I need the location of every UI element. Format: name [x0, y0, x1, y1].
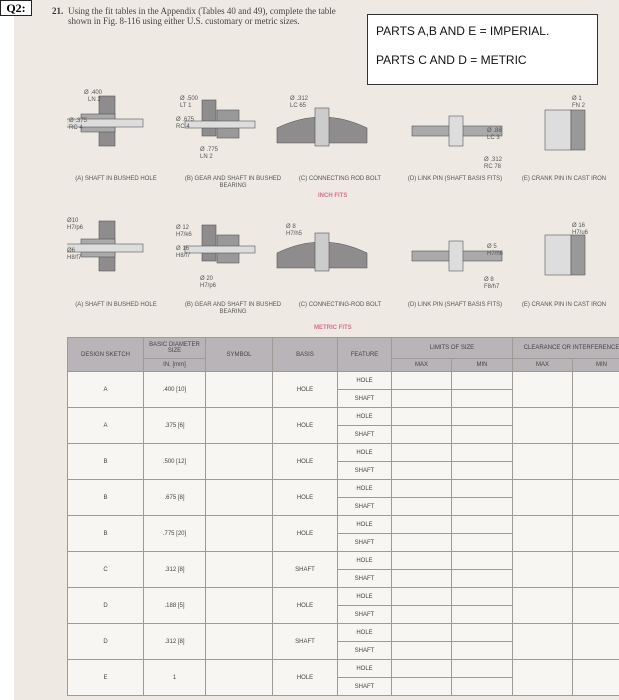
basis-cell: HOLE [273, 480, 338, 516]
limits-max-cell[interactable] [392, 552, 452, 570]
limits-min-cell[interactable] [452, 624, 513, 642]
inch-b-dim5: Ø .775 [200, 147, 219, 153]
limits-max-cell[interactable] [392, 570, 452, 588]
header-clearance-min: MIN [573, 359, 619, 372]
metric-e-dim2: H7/u6 [572, 230, 589, 236]
metric-fits-label: METRIC FITS [314, 325, 352, 331]
clearance-max-cell[interactable] [513, 372, 573, 408]
clearance-min-cell[interactable] [573, 372, 619, 408]
limits-min-cell[interactable] [452, 462, 513, 480]
table-row [68, 660, 619, 678]
metric-a-dim4: H8/f7 [67, 255, 82, 261]
annotation-box [367, 14, 598, 85]
basis-cell: HOLE [273, 444, 338, 480]
clearance-min-cell[interactable] [573, 624, 619, 660]
header-limits: LIMITS OF SIZE [392, 338, 513, 359]
clearance-min-cell[interactable] [573, 552, 619, 588]
metric-d-dim1: Ø 5 [487, 244, 497, 250]
inch-fits-drawings [67, 88, 607, 183]
inch-d-dim3: Ø .312 [484, 157, 503, 163]
limits-max-cell[interactable] [392, 462, 452, 480]
basic-size-cell: .375 [6] [144, 408, 206, 444]
clearance-max-cell[interactable] [513, 444, 573, 480]
limits-max-cell[interactable] [392, 426, 452, 444]
limits-max-cell[interactable] [392, 678, 452, 696]
limits-max-cell[interactable] [392, 588, 452, 606]
metric-caption-b: (B) GEAR AND SHAFT IN BUSHED BEARING [184, 302, 282, 315]
clearance-max-cell[interactable] [513, 480, 573, 516]
clearance-min-cell[interactable] [573, 444, 619, 480]
limits-min-cell[interactable] [452, 516, 513, 534]
feature-cell: HOLE [338, 624, 392, 642]
table-row [68, 480, 619, 498]
symbol-cell[interactable] [206, 480, 273, 516]
table-row [68, 372, 619, 390]
design-sketch-cell: B [68, 516, 144, 552]
metric-b-dim4: H8/f7 [176, 253, 191, 259]
symbol-cell[interactable] [206, 660, 273, 696]
clearance-min-cell[interactable] [573, 588, 619, 624]
inch-fits-label: INCH FITS [318, 193, 348, 199]
symbol-cell[interactable] [206, 444, 273, 480]
limits-min-cell[interactable] [452, 480, 513, 498]
symbol-cell[interactable] [206, 552, 273, 588]
limits-max-cell[interactable] [392, 480, 452, 498]
problem-number: 21. [52, 6, 64, 16]
header-units: IN. [mm] [144, 359, 206, 372]
metric-c-dim1: Ø 8 [286, 224, 296, 230]
feature-cell: SHAFT [338, 534, 392, 552]
design-sketch-cell: D [68, 588, 144, 624]
header-design-sketch: DESIGN SKETCH [68, 338, 144, 372]
clearance-min-cell[interactable] [573, 516, 619, 552]
header-limits-min: MIN [452, 359, 513, 372]
problem-text: Using the fit tables in the Appendix (Tables 40 and 49), complete the table shown in Fig. 8-116 using either U.S. customary or metric sizes. [68, 6, 336, 26]
note-line-2: PARTS C AND D = METRIC [376, 53, 527, 67]
inch-b-dim6: LN 2 [200, 154, 213, 160]
clearance-min-cell[interactable] [573, 660, 619, 696]
basis-cell: HOLE [273, 372, 338, 408]
limits-min-cell[interactable] [452, 606, 513, 624]
metric-caption-a: (A) SHAFT IN BUSHED HOLE [75, 302, 157, 308]
inch-e-dim1: Ø 1 [572, 96, 582, 102]
limits-max-cell[interactable] [392, 624, 452, 642]
basis-cell: HOLE [273, 516, 338, 552]
symbol-cell[interactable] [206, 624, 273, 660]
limits-min-cell[interactable] [452, 372, 513, 390]
fits-table [67, 337, 619, 696]
inch-a-dim4: RC 4 [69, 125, 83, 131]
feature-cell: HOLE [338, 552, 392, 570]
inch-caption-e: (E) CRANK PIN IN CAST IRON [521, 176, 607, 182]
header-clearance: CLEARANCE OR INTERFERENCE [513, 338, 619, 359]
metric-caption-c: (C) CONNECTING-ROD BOLT [298, 302, 382, 308]
symbol-cell[interactable] [206, 588, 273, 624]
inch-e-crank [545, 110, 571, 150]
basic-size-cell: .675 [8] [144, 480, 206, 516]
basic-size-cell: .500 [12] [144, 444, 206, 480]
metric-b-dim1: Ø 12 [176, 225, 190, 231]
inch-caption-b: (B) GEAR AND SHAFT IN BUSHED BEARING [184, 176, 282, 189]
basis-cell: HOLE [273, 660, 338, 696]
clearance-max-cell[interactable] [513, 588, 573, 624]
limits-max-cell[interactable] [392, 534, 452, 552]
design-sketch-cell: B [68, 480, 144, 516]
inch-d-dim4: RC 78 [484, 164, 502, 170]
metric-d-dim2: H7/h6 [487, 251, 504, 257]
limits-max-cell[interactable] [392, 516, 452, 534]
limits-min-cell[interactable] [452, 678, 513, 696]
metric-d-dim3: Ø 8 [484, 277, 494, 283]
feature-cell: HOLE [338, 588, 392, 606]
feature-cell: SHAFT [338, 606, 392, 624]
metric-caption-e: (E) CRANK PIN IN CAST IRON [521, 302, 607, 308]
limits-max-cell[interactable] [392, 642, 452, 660]
header-limits-max: MAX [392, 359, 452, 372]
metric-a-dim2: H7/p6 [67, 225, 84, 231]
inch-b-gear [202, 100, 216, 136]
limits-min-cell[interactable] [452, 390, 513, 408]
basis-cell: SHAFT [273, 552, 338, 588]
limits-min-cell[interactable] [452, 534, 513, 552]
feature-cell: HOLE [338, 516, 392, 534]
feature-cell: SHAFT [338, 570, 392, 588]
limits-max-cell[interactable] [392, 660, 452, 678]
inch-a-dim3: Ø .375 [69, 118, 88, 124]
feature-cell: SHAFT [338, 498, 392, 516]
limits-min-cell[interactable] [452, 642, 513, 660]
limits-max-cell[interactable] [392, 498, 452, 516]
metric-b-gear [202, 225, 216, 261]
table-row [68, 552, 619, 570]
metric-a-dim1: Ø10 [67, 218, 79, 224]
metric-a-dim3: Ø6 [67, 248, 76, 254]
header-basic-size: BASIC DIAMETER SIZE [144, 338, 206, 359]
metric-fits-drawings [67, 215, 607, 305]
design-sketch-cell: B [68, 444, 144, 480]
inch-caption-a: (A) SHAFT IN BUSHED HOLE [75, 176, 157, 182]
limits-min-cell[interactable] [452, 588, 513, 606]
feature-cell: SHAFT [338, 642, 392, 660]
symbol-cell[interactable] [206, 408, 273, 444]
basis-cell: HOLE [273, 588, 338, 624]
inch-caption-d: (D) LINK PIN (SHAFT BASIS FITS) [407, 176, 503, 182]
limits-max-cell[interactable] [392, 444, 452, 462]
inch-b-dim2: LT 1 [180, 103, 192, 109]
note-line-1: PARTS A,B AND E = IMPERIAL. [376, 24, 550, 38]
clearance-max-cell[interactable] [513, 552, 573, 588]
limits-min-cell[interactable] [452, 426, 513, 444]
metric-b-dim2: H7/k6 [176, 232, 192, 238]
clearance-min-cell[interactable] [573, 408, 619, 444]
limits-max-cell[interactable] [392, 390, 452, 408]
feature-cell: HOLE [338, 480, 392, 498]
metric-caption-d: (D) LINK PIN (SHAFT BASIS FITS) [407, 302, 503, 308]
design-sketch-cell: A [68, 408, 144, 444]
feature-cell: HOLE [338, 660, 392, 678]
feature-cell: HOLE [338, 372, 392, 390]
basic-size-cell: .400 [10] [144, 372, 206, 408]
inch-c-dim1: Ø .312 [290, 96, 309, 102]
limits-min-cell[interactable] [452, 408, 513, 426]
metric-d-dim4: F8/h7 [484, 284, 500, 290]
inch-c-dim2: LC 65 [290, 103, 307, 109]
limits-max-cell[interactable] [392, 408, 452, 426]
metric-b-dim6: H7/p6 [200, 283, 217, 289]
inch-d-dim2: LC 3 [487, 135, 500, 141]
header-basis: BASIS [273, 338, 338, 372]
design-sketch-cell: A [68, 372, 144, 408]
metric-b-dim5: Ø 20 [200, 276, 214, 282]
symbol-cell[interactable] [206, 372, 273, 408]
design-sketch-cell: E [68, 660, 144, 696]
header-symbol: SYMBOL [206, 338, 273, 372]
design-sketch-cell: D [68, 624, 144, 660]
basic-size-cell: .312 [8] [144, 624, 206, 660]
metric-c-dim2: H7/h5 [286, 231, 303, 237]
limits-max-cell[interactable] [392, 606, 452, 624]
clearance-max-cell[interactable] [513, 408, 573, 444]
limits-min-cell[interactable] [452, 660, 513, 678]
clearance-max-cell[interactable] [513, 660, 573, 696]
inch-b-dim1: Ø .500 [180, 96, 199, 102]
table-row [68, 444, 619, 462]
clearance-max-cell[interactable] [513, 516, 573, 552]
header-clearance-max: MAX [513, 359, 573, 372]
question-label: Q2: [0, 0, 32, 16]
inch-caption-c: (C) CONNECTING ROD BOLT [298, 176, 382, 182]
clearance-max-cell[interactable] [513, 624, 573, 660]
header-feature: FEATURE [338, 338, 392, 372]
table-row [68, 624, 619, 642]
inch-d-dim1: Ø .88 [487, 128, 502, 134]
inch-e-dim2: FN 2 [572, 103, 586, 109]
feature-cell: SHAFT [338, 426, 392, 444]
table-row [68, 408, 619, 426]
limits-min-cell[interactable] [452, 498, 513, 516]
basic-size-cell: .775 [20] [144, 516, 206, 552]
basic-size-cell: 1 [144, 660, 206, 696]
design-sketch-cell: C [68, 552, 144, 588]
table-row [68, 588, 619, 606]
clearance-min-cell[interactable] [573, 480, 619, 516]
feature-cell: HOLE [338, 444, 392, 462]
inch-a-dim2: LN 2 [88, 97, 101, 103]
feature-cell: SHAFT [338, 390, 392, 408]
basis-cell: HOLE [273, 408, 338, 444]
limits-min-cell[interactable] [452, 570, 513, 588]
feature-cell: SHAFT [338, 462, 392, 480]
metric-b-dim3: Ø 16 [176, 246, 190, 252]
inch-a-dim1: Ø .400 [84, 90, 103, 96]
basis-cell: SHAFT [273, 624, 338, 660]
metric-e-dim1: Ø 16 [572, 223, 586, 229]
inch-b-dim4: RC 4 [176, 124, 190, 130]
basic-size-cell: .312 [8] [144, 552, 206, 588]
table-row [68, 516, 619, 534]
feature-cell: SHAFT [338, 678, 392, 696]
inch-b-dim3: Ø .675 [176, 117, 195, 123]
limits-max-cell[interactable] [392, 372, 452, 390]
limits-min-cell[interactable] [452, 444, 513, 462]
feature-cell: HOLE [338, 408, 392, 426]
basic-size-cell: .188 [5] [144, 588, 206, 624]
symbol-cell[interactable] [206, 516, 273, 552]
metric-e-crank [545, 235, 571, 275]
limits-min-cell[interactable] [452, 552, 513, 570]
